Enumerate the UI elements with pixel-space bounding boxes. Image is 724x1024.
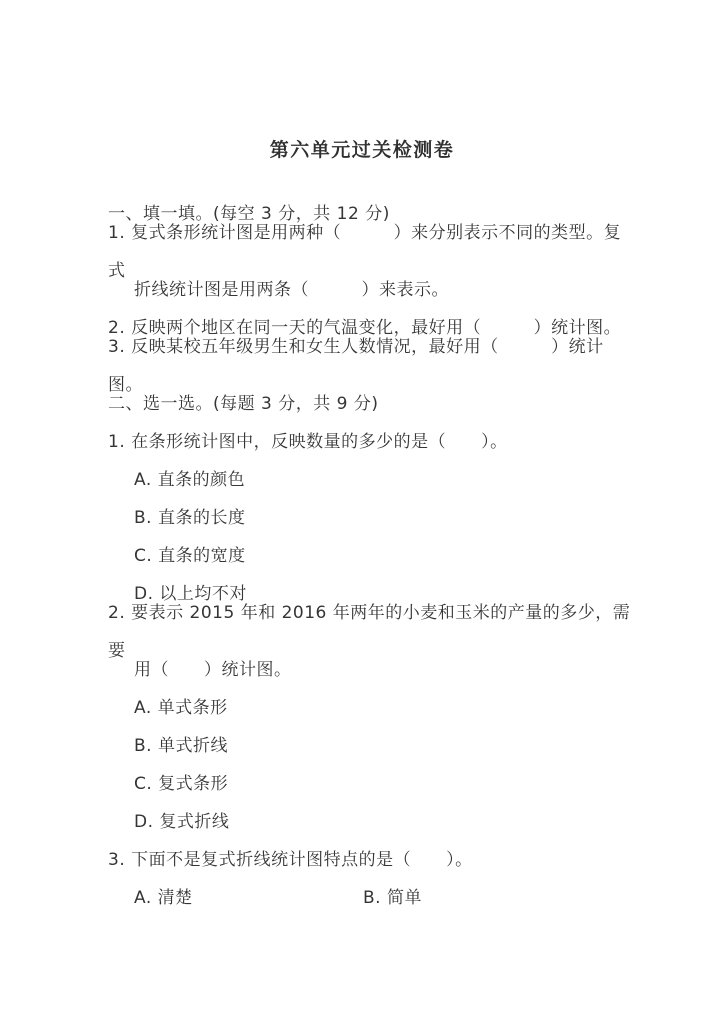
- choice-q1-option-c: C. 直条的宽度: [134, 546, 246, 566]
- fill-in-q1-line-1: 1. 复式条形统计图是用两种（ ）来分别表示不同的类型。复式: [108, 223, 622, 281]
- choice-q2-stem-line-1: 2. 要表示 2015 年和 2016 年两年的小麦和玉米的产量的多少，需要: [108, 603, 631, 661]
- choice-q1-option-a: A. 直条的颜色: [134, 470, 246, 490]
- choice-q2-stem-line-2: 用（ ）统计图。: [134, 660, 292, 680]
- fill-in-q2: 2. 反映两个地区在同一天的气温变化，最好用（ ）统计图。: [108, 318, 622, 338]
- choice-q1-option-b: B. 直条的长度: [134, 508, 246, 528]
- choice-q3-options-row: [108, 879, 638, 917]
- choice-q1-stem: 1. 在条形统计图中，反映数量的多少的是（ ）。: [108, 432, 508, 452]
- choice-q2-option-b: B. 单式折线: [134, 736, 228, 756]
- choice-q2-option-d: D. 复式折线: [134, 812, 230, 832]
- paper-body: [108, 195, 638, 917]
- fill-in-q3: 3. 反映某校五年级男生和女生人数情况，最好用（ ）统计图。: [108, 337, 604, 395]
- choice-q3-option-a: A. 清楚: [134, 888, 193, 908]
- choice-q2-option-a: A. 单式条形: [134, 698, 228, 718]
- section-1-heading: 一、填一填。(每空 3 分，共 12 分): [108, 204, 390, 224]
- choice-q1-option-d: D. 以上均不对: [134, 584, 247, 604]
- choice-q3-option-b: B. 简单: [363, 888, 422, 908]
- section-2-heading: 二、选一选。(每题 3 分，共 9 分): [108, 394, 379, 414]
- fill-in-q1-line-2: 折线统计图是用两条（ ）来表示。: [134, 280, 449, 300]
- page-title: 第六单元过关检测卷: [269, 139, 455, 161]
- choice-q3-stem: 3. 下面不是复式折线统计图特点的是（ ）。: [108, 850, 473, 870]
- choice-q2-option-c: C. 复式条形: [134, 774, 229, 794]
